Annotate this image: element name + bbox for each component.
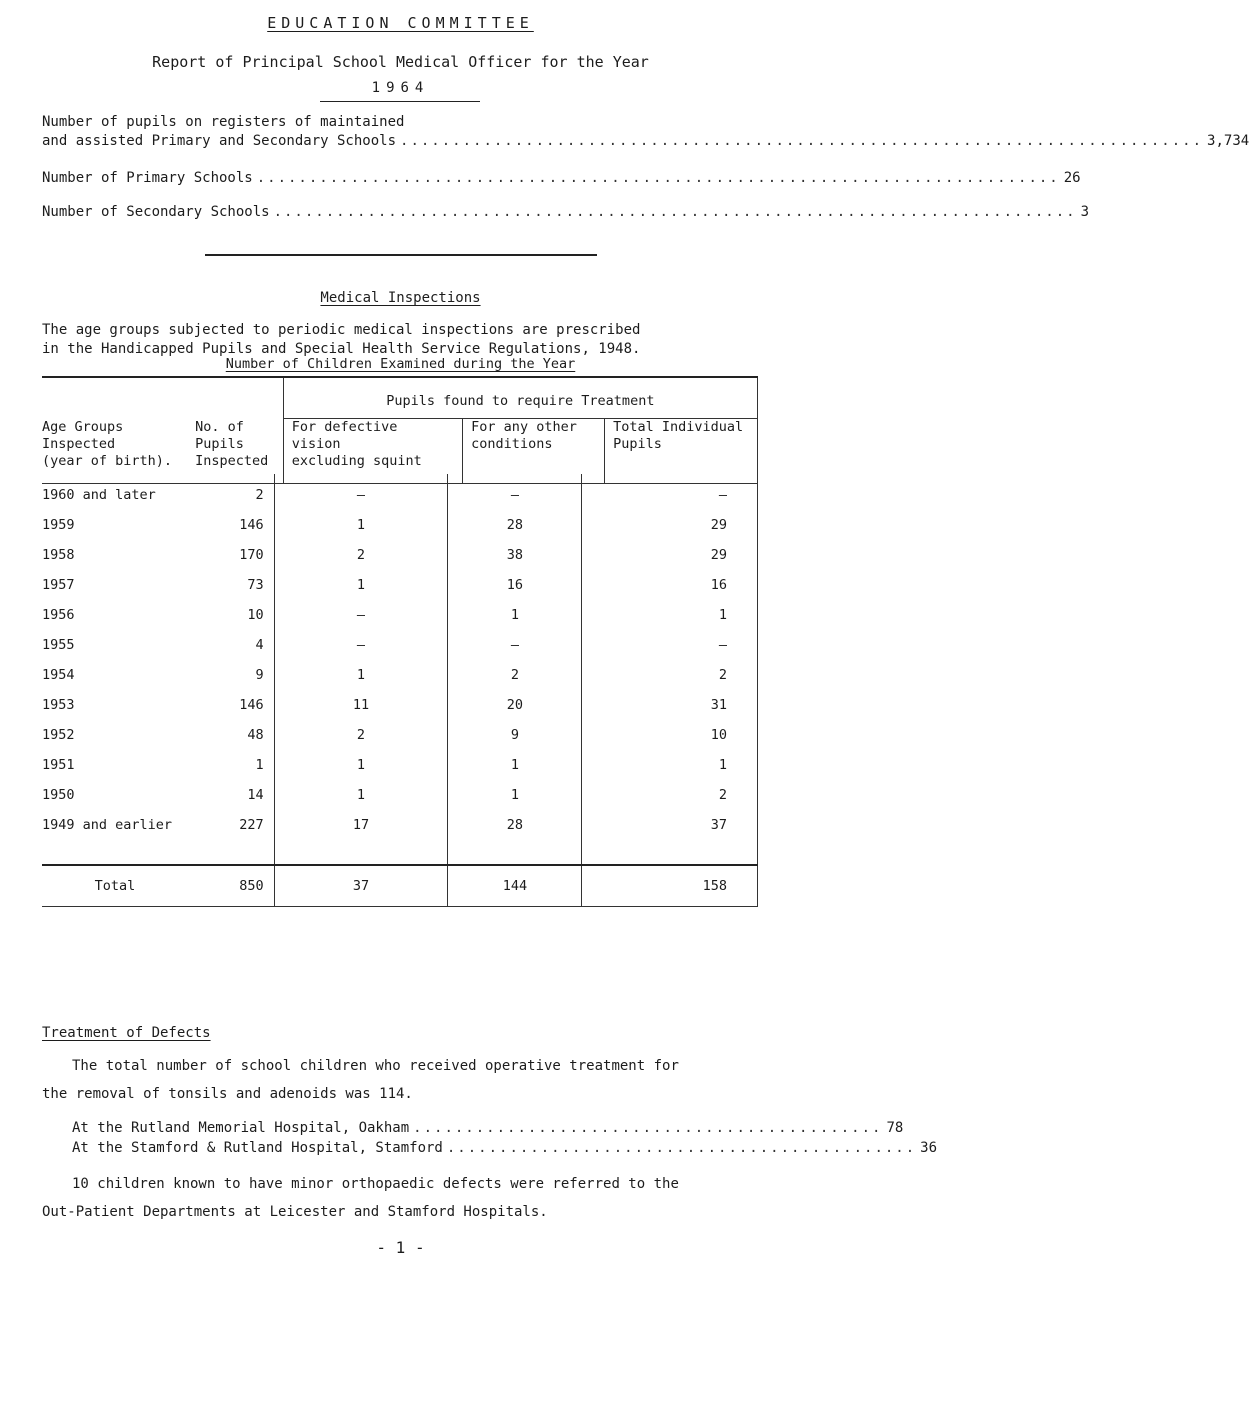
table-row — [42, 720, 758, 750]
table-row — [42, 780, 758, 810]
page-number: - 1 - — [376, 1238, 425, 1257]
stat-secondary-row — [42, 204, 1090, 220]
cell-total-individual: 37 — [582, 810, 758, 840]
children-examined-table — [42, 376, 758, 484]
cell-pupils-inspected: 4 — [255, 637, 264, 653]
header-other-conditions: For any other conditions — [463, 419, 605, 484]
cell-other-conditions: 16 — [448, 570, 582, 600]
orthopaedic-paragraph-line1: 10 children known to have minor orthopaedic defects were referred to the — [72, 1176, 679, 1192]
orthopaedic-paragraph-line2: Out-Patient Departments at Leicester and Stamford Hospitals. — [42, 1204, 548, 1220]
stat-primary-row — [42, 170, 1081, 186]
stat-primary-value: 26 — [1063, 170, 1081, 186]
cell-total-individual: – — [582, 630, 758, 660]
cell-age-group: 1954 — [42, 667, 75, 683]
cell-total-individual: 29 — [582, 510, 758, 540]
treatment-heading: Treatment of Defects — [42, 1025, 211, 1041]
cell-defective-vision: 1 — [274, 570, 448, 600]
cell-defective-vision: – — [274, 630, 448, 660]
treatment-paragraph-line1: The total number of school children who received operative treatment for — [72, 1058, 679, 1074]
table-spacer-row — [42, 840, 758, 865]
total-label: Total — [42, 865, 188, 907]
report-year: 1964 — [371, 80, 430, 96]
cell-other-conditions: 9 — [448, 720, 582, 750]
cell-defective-vision: 2 — [274, 540, 448, 570]
dot-leader: ............................................................................. — [400, 133, 1204, 149]
cell-age-group: 1957 — [42, 577, 75, 593]
hospital-stamford-label: At the Stamford & Rutland Hospital, Stamford — [72, 1140, 443, 1156]
spacer-cell — [188, 840, 274, 865]
cell-defective-vision: 1 — [274, 660, 448, 690]
cell-other-conditions: – — [448, 630, 582, 660]
table-row — [42, 630, 758, 660]
dot-leader: ............................................. — [413, 1120, 883, 1136]
year-underline — [320, 101, 480, 102]
cell-pupils-inspected: 9 — [255, 667, 264, 683]
hospital-oakham-row — [72, 1120, 904, 1136]
table-row — [42, 660, 758, 690]
treatment-paragraph-line2: the removal of tonsils and adenoids was 114. — [42, 1086, 413, 1102]
cell-defective-vision: 1 — [274, 750, 448, 780]
cell-age-group: 1958 — [42, 547, 75, 563]
table-total-row — [42, 865, 758, 907]
header-defective-vision: For defective vision excluding squint — [283, 419, 462, 484]
stat-primary-label: Number of Primary Schools — [42, 170, 253, 186]
cell-defective-vision: 11 — [274, 690, 448, 720]
hospital-stamford-value: 36 — [920, 1140, 938, 1156]
table-row — [42, 510, 758, 540]
cell-total-individual: – — [582, 474, 758, 510]
cell-pupils-inspected: 10 — [247, 607, 264, 623]
hospital-oakham-value: 78 — [886, 1120, 904, 1136]
cell-defective-vision: 2 — [274, 720, 448, 750]
cell-total-individual: 1 — [582, 750, 758, 780]
stat-secondary-value: 3 — [1080, 204, 1090, 220]
cell-pupils-inspected: 2 — [255, 487, 264, 503]
cell-other-conditions: – — [448, 474, 582, 510]
dot-leader: ............................................................................. — [256, 170, 1060, 186]
table-row — [42, 690, 758, 720]
cell-age-group: 1951 — [42, 757, 75, 773]
section-divider — [205, 254, 597, 256]
cell-other-conditions: 1 — [448, 780, 582, 810]
cell-other-conditions: 20 — [448, 690, 582, 720]
cell-defective-vision: 17 — [274, 810, 448, 840]
cell-other-conditions: 38 — [448, 540, 582, 570]
medical-paragraph-line2: in the Handicapped Pupils and Special Health Service Regulations, 1948. — [42, 341, 641, 357]
medical-paragraph-line1: The age groups subjected to periodic medical inspections are prescribed — [42, 322, 641, 338]
cell-defective-vision: – — [274, 474, 448, 510]
table-row — [42, 750, 758, 780]
table-row — [42, 474, 758, 510]
cell-other-conditions: 28 — [448, 810, 582, 840]
header-total-individual: Total Individual Pupils — [605, 419, 758, 484]
cell-pupils-inspected: 14 — [247, 787, 264, 803]
cell-pupils-inspected: 48 — [247, 727, 264, 743]
medical-subheading: Number of Children Examined during the Year — [225, 356, 576, 372]
cell-age-group: 1955 — [42, 637, 75, 653]
spacer-cell — [42, 840, 188, 865]
stat-pupils-value: 3,734 — [1207, 133, 1249, 149]
cell-pupils-inspected: 170 — [239, 547, 264, 563]
cell-age-group: 1949 and earlier — [42, 817, 173, 833]
total-individual-pupils: 158 — [582, 865, 758, 907]
cell-defective-vision: – — [274, 600, 448, 630]
cell-other-conditions: 2 — [448, 660, 582, 690]
cell-pupils-inspected: 146 — [239, 517, 264, 533]
total-pupils-inspected: 850 — [188, 865, 274, 907]
treatment-group-header: Pupils found to require Treatment — [283, 377, 757, 419]
stat-pupils-row — [42, 133, 1249, 149]
cell-age-group: 1959 — [42, 517, 75, 533]
medical-heading: Medical Inspections — [320, 290, 481, 306]
report-title: Report of Principal School Medical Officer for the Year — [152, 53, 649, 71]
cell-other-conditions: 1 — [448, 600, 582, 630]
table-row — [42, 600, 758, 630]
table-row — [42, 810, 758, 840]
dot-leader: ............................................................................. — [273, 204, 1077, 220]
cell-pupils-inspected: 227 — [239, 817, 264, 833]
stat-pupils-label: and assisted Primary and Secondary Schools — [42, 133, 397, 149]
cell-age-group: 1950 — [42, 787, 75, 803]
cell-pupils-inspected: 1 — [255, 757, 264, 773]
dot-leader: ............................................. — [446, 1140, 917, 1156]
cell-other-conditions: 1 — [448, 750, 582, 780]
cell-total-individual: 29 — [582, 540, 758, 570]
cell-total-individual: 2 — [582, 780, 758, 810]
cell-other-conditions: 28 — [448, 510, 582, 540]
cell-age-group: 1952 — [42, 727, 75, 743]
cell-total-individual: 16 — [582, 570, 758, 600]
hospital-oakham-label: At the Rutland Memorial Hospital, Oakham — [72, 1120, 410, 1136]
spacer-cell — [582, 840, 758, 865]
cell-age-group: 1953 — [42, 697, 75, 713]
children-examined-table-body — [42, 474, 758, 907]
cell-total-individual: 2 — [582, 660, 758, 690]
stat-secondary-label: Number of Secondary Schools — [42, 204, 270, 220]
total-other-conditions: 144 — [448, 865, 582, 907]
table-group-header-row — [42, 377, 758, 419]
hospital-stamford-row — [72, 1140, 938, 1156]
table-row — [42, 540, 758, 570]
header-pupils-inspected: No. of Pupils Inspected — [185, 419, 283, 484]
committee-heading: EDUCATION COMMITTEE — [267, 14, 534, 32]
stat-pupils-label-line1: Number of pupils on registers of maintained — [42, 114, 405, 130]
cell-total-individual: 31 — [582, 690, 758, 720]
spacer-cell — [274, 840, 448, 865]
cell-age-group: 1956 — [42, 607, 75, 623]
total-defective-vision: 37 — [274, 865, 448, 907]
spacer-cell — [448, 840, 582, 865]
cell-total-individual: 10 — [582, 720, 758, 750]
header-age-groups: Age Groups Inspected (year of birth). — [42, 419, 185, 484]
cell-pupils-inspected: 146 — [239, 697, 264, 713]
cell-age-group: 1960 and later — [42, 487, 156, 503]
table-row — [42, 570, 758, 600]
cell-defective-vision: 1 — [274, 510, 448, 540]
cell-pupils-inspected: 73 — [247, 577, 264, 593]
cell-total-individual: 1 — [582, 600, 758, 630]
cell-defective-vision: 1 — [274, 780, 448, 810]
